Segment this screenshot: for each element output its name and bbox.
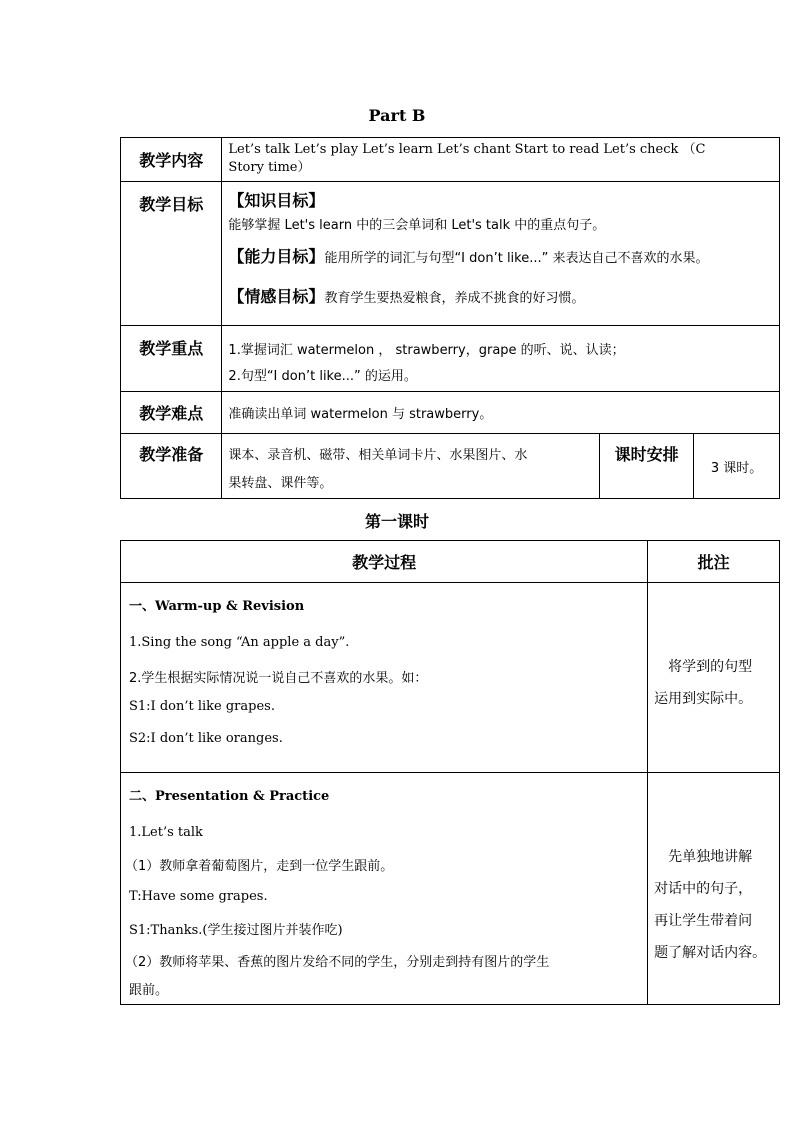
goals-label: 教学目标 bbox=[121, 182, 222, 326]
emotion-text: 教育学生要热爱粮食，养成不挑食的好习惯。 bbox=[324, 291, 585, 306]
section2-cell bbox=[121, 773, 648, 1005]
section2-line: （2）教师将苹果、香蕉的图片发给不同的学生，分别走到持有图片的学生 bbox=[125, 955, 550, 970]
emotion-heading: 【情感目标】 bbox=[228, 287, 325, 306]
section1-note-line: 将学到的句型 bbox=[654, 659, 753, 675]
info-table bbox=[120, 137, 780, 499]
difficulty-label: 教学难点 bbox=[121, 392, 222, 434]
section2-line: S1:Thanks.(学生接过图片并装作吃) bbox=[129, 923, 343, 938]
knowledge-text: 能够掌握 Let's learn 中的三会单词和 Let's talk 中的重点句子。 bbox=[228, 218, 606, 233]
section1-line: 1.Sing the song “An apple a day”. bbox=[129, 635, 350, 650]
section2-heading: 二、Presentation & Practice bbox=[129, 789, 330, 804]
ability-text: 能用所学的词汇与句型“I don’t like...” 来表达自己不喜欢的水果。 bbox=[324, 251, 709, 266]
schedule-value: 3 课时。 bbox=[694, 434, 780, 499]
section2-line: （1）教师拿着葡萄图片，走到一位学生跟前。 bbox=[125, 859, 394, 874]
prep-label: 教学准备 bbox=[121, 434, 222, 499]
col-notes-header: 批注 bbox=[648, 541, 780, 583]
section1-line: S1:I don’t like grapes. bbox=[129, 699, 275, 714]
content-line2: Story time） bbox=[228, 160, 311, 175]
process-table bbox=[120, 540, 780, 1005]
section1-note-cell bbox=[648, 583, 780, 773]
col-process-header: 教学过程 bbox=[121, 541, 648, 583]
key-label: 教学重点 bbox=[121, 326, 222, 392]
content-label: 教学内容 bbox=[121, 138, 222, 182]
knowledge-heading: 【知识目标】 bbox=[228, 191, 325, 210]
section1-heading: 一、Warm-up & Revision bbox=[129, 599, 305, 614]
prep-line2: 果转盘、课件等。 bbox=[228, 476, 333, 491]
section2-note-line: 再让学生带着问 bbox=[654, 913, 753, 929]
prep-line1: 课本、录音机、磁带、相关单词卡片、水果图片、水 bbox=[228, 448, 528, 463]
difficulty-text: 准确读出单词 watermelon 与 strawberry。 bbox=[222, 392, 780, 434]
part-title: Part B bbox=[368, 106, 426, 125]
content-line1: Let’s talk Let’s play Let’s learn Let’s chant Start to read Let’s check （C bbox=[228, 142, 706, 157]
section2-note-line: 题了解对话内容。 bbox=[654, 945, 767, 961]
section2-line: 跟前。 bbox=[129, 983, 169, 998]
section2-line: 1.Let’s talk bbox=[129, 825, 203, 840]
section2-note-cell bbox=[648, 773, 780, 1005]
section1-line: 2.学生根据实际情况说一说自己不喜欢的水果。如： bbox=[129, 671, 428, 686]
section2-note-line: 对话中的句子， bbox=[654, 881, 753, 897]
section2-line: T:Have some grapes. bbox=[129, 889, 268, 904]
ability-heading: 【能力目标】 bbox=[228, 247, 325, 266]
section2-note-line: 先单独地讲解 bbox=[654, 849, 753, 865]
section1-line: S2:I don’t like oranges. bbox=[129, 731, 283, 746]
schedule-label: 课时安排 bbox=[600, 434, 694, 499]
key-line2: 2.句型“I don’t like...” 的运用。 bbox=[228, 369, 417, 384]
key-line1: 1.掌握词汇 watermelon ， strawberry，grape 的听、说、认读； bbox=[228, 343, 625, 358]
lesson-title: 第一课时 bbox=[364, 512, 429, 531]
section1-cell bbox=[121, 583, 648, 773]
section1-note-line: 运用到实际中。 bbox=[654, 691, 753, 707]
